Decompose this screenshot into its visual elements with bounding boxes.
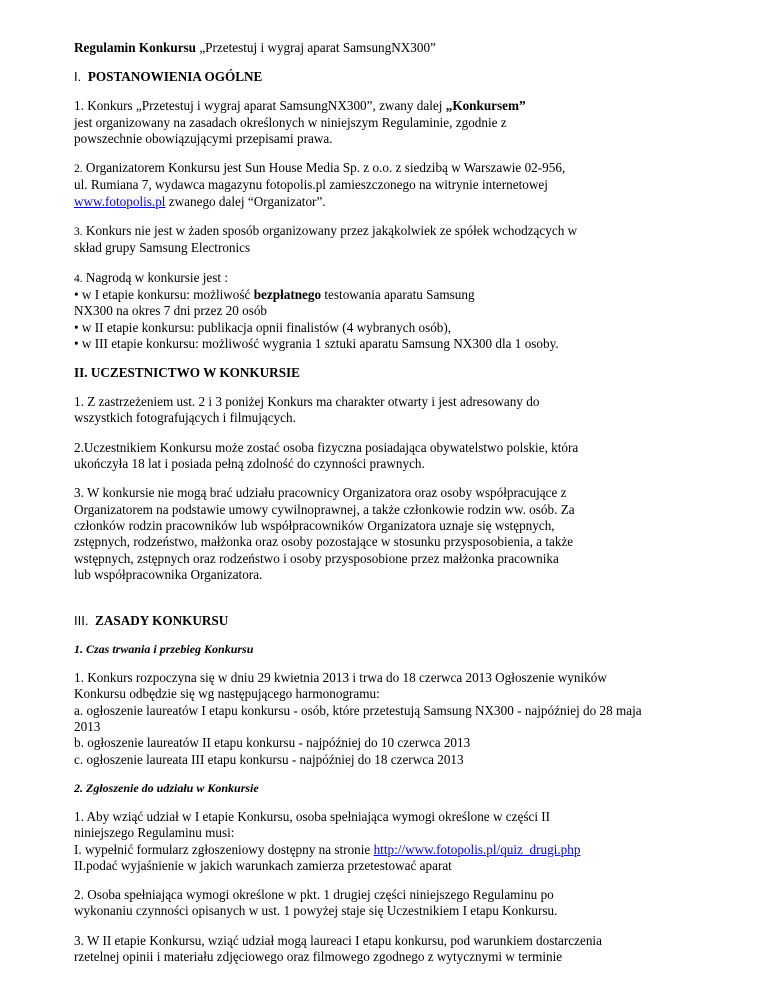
s3-stage-2: 3. W II etapie Konkursu, wziąć udział mogą laureaci I etapu konkursu, pod warunkiem dostarczenia rzetelnej opinii i materiału zdjęciowego oraz filmowego zgodnego z wytycznymi w terminie <box>74 932 602 964</box>
title-bold: Regulamin Konkursu <box>74 40 197 55</box>
s2-paragraph-2: 2.Uczestnikiem Konkursu może zostać osoba fizyczna posiadająca obywatelstwo polskie, która ukończyła 18 lat i posiada pełną zdolność do czynności prawnych. <box>74 439 579 472</box>
section-3-heading: III. ZASADY KONKURSU <box>74 613 229 629</box>
s3-participant-status: 2. Osoba spełniająca wymogi określone w pkt. 1 drugiej części niniejszego Regulaminu po wykonaniu czynności opisanych w ust. 1 powyżej staje się Uczestnikiem I etapu Konkursu. <box>74 887 558 919</box>
s2-paragraph-3: 3. W konkursie nie mogą brać udziału pracownicy Organizatora oraz osoby współpracujące z Organizatorem na podstawie umowy cywilnoprawnej, a także członkowie rodzin ww. osób. Za członków rodzin pracowników lub współpracowników Organizatora uznaje się wstępnych, zstępnych, rodzeństwo, małżonka oraz osoby pozostające w stosunku przysposobienia, a także wstępnych, zstępnych oraz rodzeństwo i osoby przysposobione przez małżonka pracownika lub współpracownika Organizatora. <box>74 485 575 582</box>
s1-paragraph-1: 1. Konkurs „Przetestuj i wygraj aparat SamsungNX300”, zwany dalej „Konkursem” jest organizowany na zasadach określonych w niniejszym Regulaminie, zgodnie z powszechnie obowiązującymi przepisami prawa. <box>74 98 526 146</box>
title-rest: „Przetestuj i wygraj aparat SamsungNX300” <box>199 40 436 55</box>
section-2-heading: II. UCZESTNICTWO W KONKURSIE <box>74 365 300 381</box>
s2-paragraph-1: 1. Z zastrzeżeniem ust. 2 i 3 poniżej Konkurs ma charakter otwarty i jest adresowany do wszystkich fotografujących i filmujących. <box>74 394 540 426</box>
subsection-2-heading: 2. Zgłoszenie do udziału w Konkursie <box>74 780 259 795</box>
s3-entry-requirements: 1. Aby wziąć udział w I etapie Konkursu, osoba spełniająca wymogi określone w części II niniejszego Regulaminu musi: I. wypełnić formularz zgłoszeniowy dostępny na stronie http://www.fotopolis.pl/quiz_drugi.php II.podać wyjaśnienie w jakich warunkach zamierza przetestować aparat <box>74 808 581 873</box>
s1-paragraph-4: 4. Nagrodą w konkursie jest : • w I etapie konkursu: możliwość bezpłatnego testowania aparatu Samsung NX300 na okres 7 dni przez 20 osób • w II etapie konkursu: publikacja opnii finalistów (4 wybranych osób), • w III etapie konkursu: możliwość wygrania 1 sztuki aparatu Samsung NX300 dla 1 osoby. <box>74 269 559 351</box>
section-1-heading: I. POSTANOWIENIA OGÓLNE <box>74 69 263 85</box>
quiz-form-link[interactable]: http://www.fotopolis.pl/quiz_drugi.php <box>373 841 581 857</box>
s1-paragraph-3: 3. Konkurs nie jest w żaden sposób organizowany przez jakąkolwiek ze spółek wchodzących w skład grupy Samsung Electronics <box>74 223 578 256</box>
document-title <box>74 40 730 56</box>
fotopolis-link[interactable]: www.fotopolis.pl <box>74 193 166 209</box>
s1-paragraph-2: 2. Organizatorem Konkursu jest Sun House Media Sp. z o.o. z siedzibą w Warszawie 02-956, ul. Rumiana 7, wydawca magazynu fotopolis.pl zamieszczonego na witrynie internetowej www.fotopolis.pl zwanego dalej “Organizator”. <box>74 160 566 209</box>
subsection-1-heading: 1. Czas trwania i przebieg Konkursu <box>74 642 254 657</box>
s3-schedule: 1. Konkurs rozpoczyna się w dniu 29 kwietnia 2013 i trwa do 18 czerwca 2013 Ogłoszenie wyników Konkursu odbędzie się wg następującego harmonogramu: a. ogłoszenie laureatów I etapu konkursu - osób, które przetestują Samsung NX300 - najpóźniej do 28 maja 2013 b. ogłoszenie laureatów II etapu konkursu - najpóźniej do 10 czerwca 2013 c. ogłoszenie laureata III etapu konkursu - najpóźniej do 18 czerwca 2013 <box>74 670 642 767</box>
